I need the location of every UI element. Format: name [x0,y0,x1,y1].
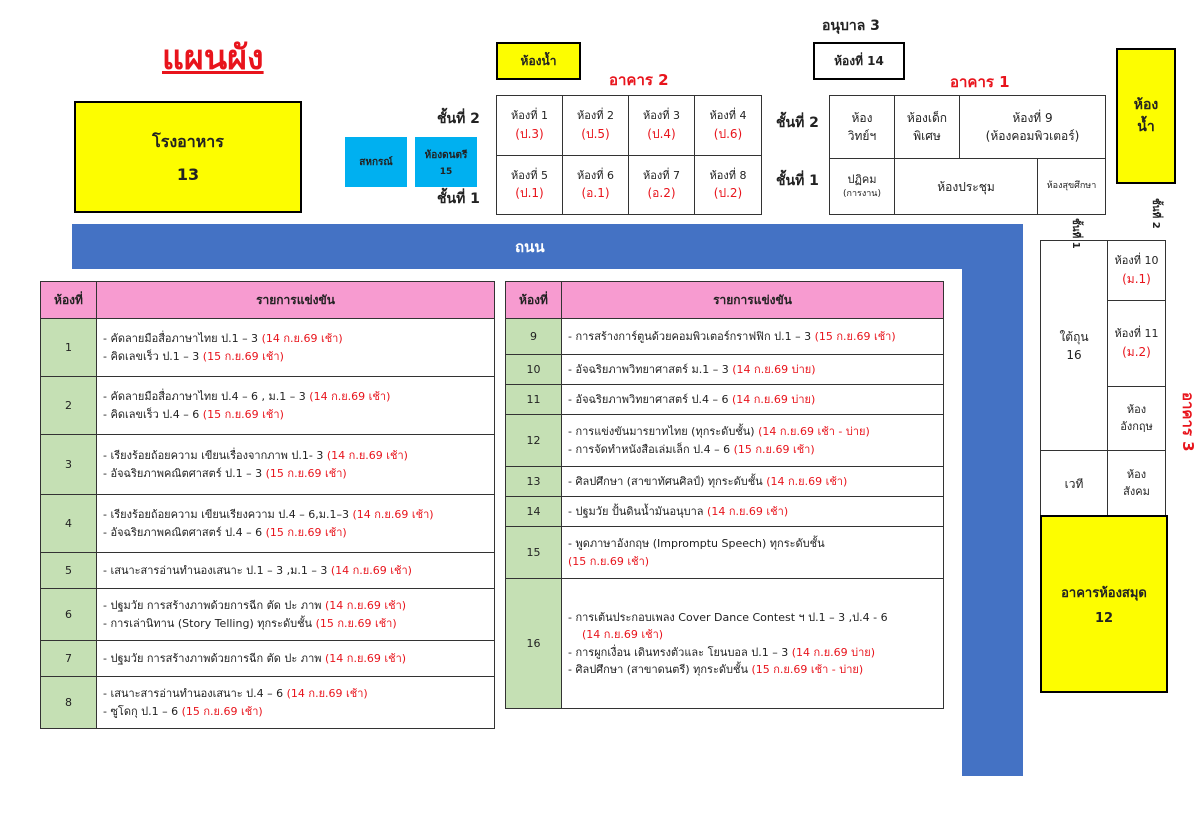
table-row [506,527,944,579]
event-line [568,391,937,408]
room-1: ห้องที่ 1 (ป.3) [496,95,563,156]
room-number-cell: 15 [506,527,562,579]
event-date: (14 ก.ย.69 บ่าย) [791,645,876,659]
event-line [103,685,488,702]
event-line [103,703,488,720]
room-number-cell: 12 [506,415,562,467]
event-date: (14 ก.ย.69 บ่าย) [731,392,816,406]
event-line [103,406,488,423]
event-text: - เสนาะสารอ่านทำนองเสนาะ ป.1 – 3 ,ม.1 – 3 [103,563,331,577]
toilet-building1: ห้อง น้ำ [1116,48,1176,184]
table-row [506,355,944,385]
event-line [103,330,488,347]
event-line [568,626,937,643]
building2-grid [496,95,762,215]
event-line [568,609,937,626]
building3-label: อาคาร 3 [1179,392,1197,452]
event-line [103,348,488,365]
room-3: ห้องที่ 3 (ป.4) [628,95,695,156]
event-date: (15 ก.ย.69 เช้า) [202,407,284,421]
building3-grid [1040,240,1166,517]
table-row [41,677,495,729]
event-date: (15 ก.ย.69 เช้า) [315,616,397,630]
event-date: (15 ก.ย.69 เช้า - บ่าย) [751,662,864,676]
canteen-block [74,101,302,213]
event-cell [562,497,944,527]
room-11: ห้องที่ 11 (ม.2) [1107,300,1166,387]
event-date: (14 ก.ย.69 เช้า - บ่าย) [758,425,870,439]
event-line [568,644,937,661]
building2-label: อาคาร 2 [609,71,669,89]
canteen-label: โรงอาหาร [152,132,224,151]
event-cell [97,377,495,435]
english-room: ห้อง อังกฤษ [1107,386,1166,451]
event-cell [97,589,495,641]
coop-label: สหกรณ์ [359,156,393,168]
room-14-label: ห้องที่ 14 [834,53,884,68]
music-room-label: ห้องดนตรี [424,149,468,161]
event-text: - อัจฉริยภาพวิทยาศาสตร์ ม.1 – 3 [568,362,733,376]
room-number-cell: 8 [41,677,97,729]
event-text: - อัจฉริยภาพวิทยาศาสตร์ ป.4 – 6 [568,392,732,406]
event-text: - พูดภาษาอังกฤษ (Impromptu Speech) ทุกระดับชั้น [568,537,825,551]
room-14-block [813,42,905,80]
room-4: ห้องที่ 4 (ป.6) [694,95,762,156]
room-number-cell: 2 [41,377,97,435]
table-row [41,495,495,553]
event-text: - ปฐมวัย ปั้นดินน้ำมันอนุบาล [568,504,708,518]
event-cell [97,435,495,495]
music-room-number: 15 [439,166,453,177]
event-date: (14 ก.ย.69 เช้า) [707,504,789,518]
room-number-cell: 3 [41,435,97,495]
event-cell [97,553,495,589]
event-line [568,328,937,345]
social-room: ห้อง สังคม [1107,450,1166,517]
room-7: ห้องที่ 7 (อ.2) [628,155,695,215]
table-row [41,319,495,377]
stage: เวที [1040,450,1108,517]
event-text: - คิดเลขเร็ว ป.4 – 6 [103,407,203,421]
room-2: ห้องที่ 2 (ป.5) [562,95,629,156]
room-number-cell: 9 [506,319,562,355]
event-text: - ซูโดกุ ป.1 – 6 [103,704,182,718]
canteen-number: 13 [176,165,200,184]
event-line [568,361,937,378]
schedule-table-right [505,281,944,709]
event-text: - การเต้นประกอบเพลง Cover Dance Contest ฯ ป.1 – 3 ,ป.4 - 6 [568,611,888,625]
health-room: ห้องสุขศึกษา [1037,158,1106,215]
event-text: - ปฐมวัย การสร้างภาพด้วยการฉีก ตัด ปะ ภาพ [103,651,325,665]
event-line [103,506,488,523]
event-cell [97,677,495,729]
event-line [568,535,937,552]
toilet-label: ห้องน้ำ [520,53,557,68]
coop-block [345,137,407,187]
table-row [506,415,944,467]
building2-floor2-label: ชั้นที่ 2 [437,111,480,127]
room-number-cell: 16 [506,579,562,709]
road-horizontal [72,224,1023,269]
room-9-computer: ห้องที่ 9 (ห้องคอมพิวเตอร์) [959,95,1106,159]
event-text: - การจัดทำหนังสือเล่มเล็ก ป.4 – 6 [568,442,734,456]
event-text: - คัดลายมือสื่อภาษาไทย ป.1 – 3 [103,332,262,346]
table-row [506,467,944,497]
event-date: (14 ก.ย.69 เช้า) [286,687,368,701]
room-number-cell: 11 [506,385,562,415]
event-text: - การเล่านิทาน (Story Telling) ทุกระดับชั้น [103,616,316,630]
event-text: - ปฐมวัย การสร้างภาพด้วยการฉีก ตัด ปะ ภาพ [103,599,325,613]
event-text: - คิดเลขเร็ว ป.1 – 3 [103,349,203,363]
road-vertical [962,224,1023,776]
event-date: (14 ก.ย.69 เช้า) [766,474,848,488]
event-text: - เรียงร้อยถ้อยความ เขียนเรียงความ ป.4 – 6,ม.1–3 [103,508,353,522]
event-cell [562,579,944,709]
event-date: (15 ก.ย.69 เช้า) [181,704,263,718]
room-number-cell: 1 [41,319,97,377]
event-text: - การผูกเงื่อน เดินทรงตัวและ โยนบอล ป.1 – 3 [568,645,792,659]
event-date: (14 ก.ย.69 เช้า) [261,332,343,346]
building1-floor2-label: ชั้นที่ 2 [776,115,819,131]
header-room: ห้องที่ [41,282,97,319]
event-date: (14 ก.ย.69 เช้า) [582,628,664,642]
event-date: (14 ก.ย.69 บ่าย) [732,362,816,376]
reception-room: ปฏิคม (การงาน) [829,158,895,215]
event-text: - ศิลปศึกษา (สาขาทัศนศิลป์) ทุกระดับชั้น [568,474,767,488]
room-8: ห้องที่ 8 (ป.2) [694,155,762,215]
room-number-cell: 14 [506,497,562,527]
event-date: (14 ก.ย.69 เช้า) [330,563,412,577]
room-5: ห้องที่ 5 (ป.1) [496,155,563,215]
event-date: (15 ก.ย.69 เช้า) [733,442,815,456]
event-line [103,388,488,405]
table-row [506,497,944,527]
event-cell [562,319,944,355]
toilet-building2 [496,42,581,80]
event-line [103,447,488,464]
kindergarten-label: อนุบาล 3 [822,18,880,34]
event-line [103,562,488,579]
event-line [568,423,937,440]
room-number-cell: 10 [506,355,562,385]
event-line [568,553,937,570]
special-needs-room: ห้องเด็ก พิเศษ [894,95,960,159]
event-cell [97,495,495,553]
event-cell [562,415,944,467]
event-line [103,597,488,614]
event-date: (14 ก.ย.69 เช้า) [352,508,434,522]
event-line [568,503,937,520]
building3-floor2-label: ชั้นที่ 2 [1150,198,1161,229]
table-row [506,319,944,355]
table-row [506,579,944,709]
event-cell [562,527,944,579]
event-cell [97,641,495,677]
room-number-cell: 6 [41,589,97,641]
event-line [568,661,937,678]
table-row [41,377,495,435]
room-number-cell: 4 [41,495,97,553]
building1-floor1-label: ชั้นที่ 1 [776,173,819,189]
event-text: - อัจฉริยภาพคณิตศาสตร์ ป.4 – 6 [103,525,266,539]
header-event: รายการแข่งขัน [97,282,495,319]
table-row [41,589,495,641]
event-cell [562,355,944,385]
event-text: - คัดลายมือสื่อภาษาไทย ป.4 – 6 , ม.1 – 3 [103,390,310,404]
event-date: (15 ก.ย.69 เช้า) [814,329,896,343]
room-6: ห้องที่ 6 (อ.1) [562,155,629,215]
event-line [103,524,488,541]
header-event: รายการแข่งขัน [562,282,944,319]
room-number-cell: 7 [41,641,97,677]
event-line [103,615,488,632]
building2-floor1-label: ชั้นที่ 1 [437,191,480,207]
event-line [103,465,488,482]
meeting-room: ห้องประชุม [894,158,1038,215]
science-room: ห้อง วิทย์ฯ [829,95,895,159]
event-date: (15 ก.ย.69 เช้า) [568,554,650,568]
table-row [41,553,495,589]
under-building-16: ใต้ถุน 16 [1040,240,1108,451]
room-10: ห้องที่ 10 (ม.1) [1107,240,1166,301]
event-date: (15 ก.ย.69 เช้า) [265,525,347,539]
table-row [506,385,944,415]
event-date: (14 ก.ย.69 เช้า) [326,449,408,463]
event-cell [562,467,944,497]
event-cell [97,319,495,377]
room-number-cell: 5 [41,553,97,589]
header-room: ห้องที่ [506,282,562,319]
road-label: ถนน [515,238,545,256]
event-text: - ศิลปศึกษา (สาขาดนตรี) ทุกระดับชั้น [568,662,752,676]
page-title: แผนผัง [162,38,264,78]
event-date: (15 ก.ย.69 เช้า) [265,466,347,480]
building1-label: อาคาร 1 [950,73,1010,91]
room-number-cell: 13 [506,467,562,497]
event-line [103,650,488,667]
schedule-table-left [40,281,495,729]
building1-grid [829,95,1106,215]
event-date: (14 ก.ย.69 เช้า) [325,651,407,665]
table-row [41,435,495,495]
library-block: อาคารห้องสมุด 12 [1040,515,1168,693]
event-date: (14 ก.ย.69 เช้า) [325,599,407,613]
event-date: (14 ก.ย.69 เช้า) [309,390,391,404]
event-line [568,441,937,458]
table-row [41,641,495,677]
event-text: - การแข่งขันมารยาทไทย (ทุกระดับชั้น) [568,425,759,439]
event-text: - การสร้างการ์ตูนด้วยคอมพิวเตอร์กราฟฟิก ป.1 – 3 [568,329,815,343]
event-line [568,473,937,490]
event-date: (15 ก.ย.69 เช้า) [202,349,284,363]
building3-floor1-label: ชั้นที่ 1 [1070,218,1081,249]
event-text: - อัจฉริยภาพคณิตศาสตร์ ป.1 – 3 [103,466,266,480]
event-text: - เรียงร้อยถ้อยความ เขียนเรื่องจากภาพ ป.1- 3 [103,449,327,463]
event-text: - เสนาะสารอ่านทำนองเสนาะ ป.4 – 6 [103,687,287,701]
music-room-block [415,137,477,187]
event-cell [562,385,944,415]
